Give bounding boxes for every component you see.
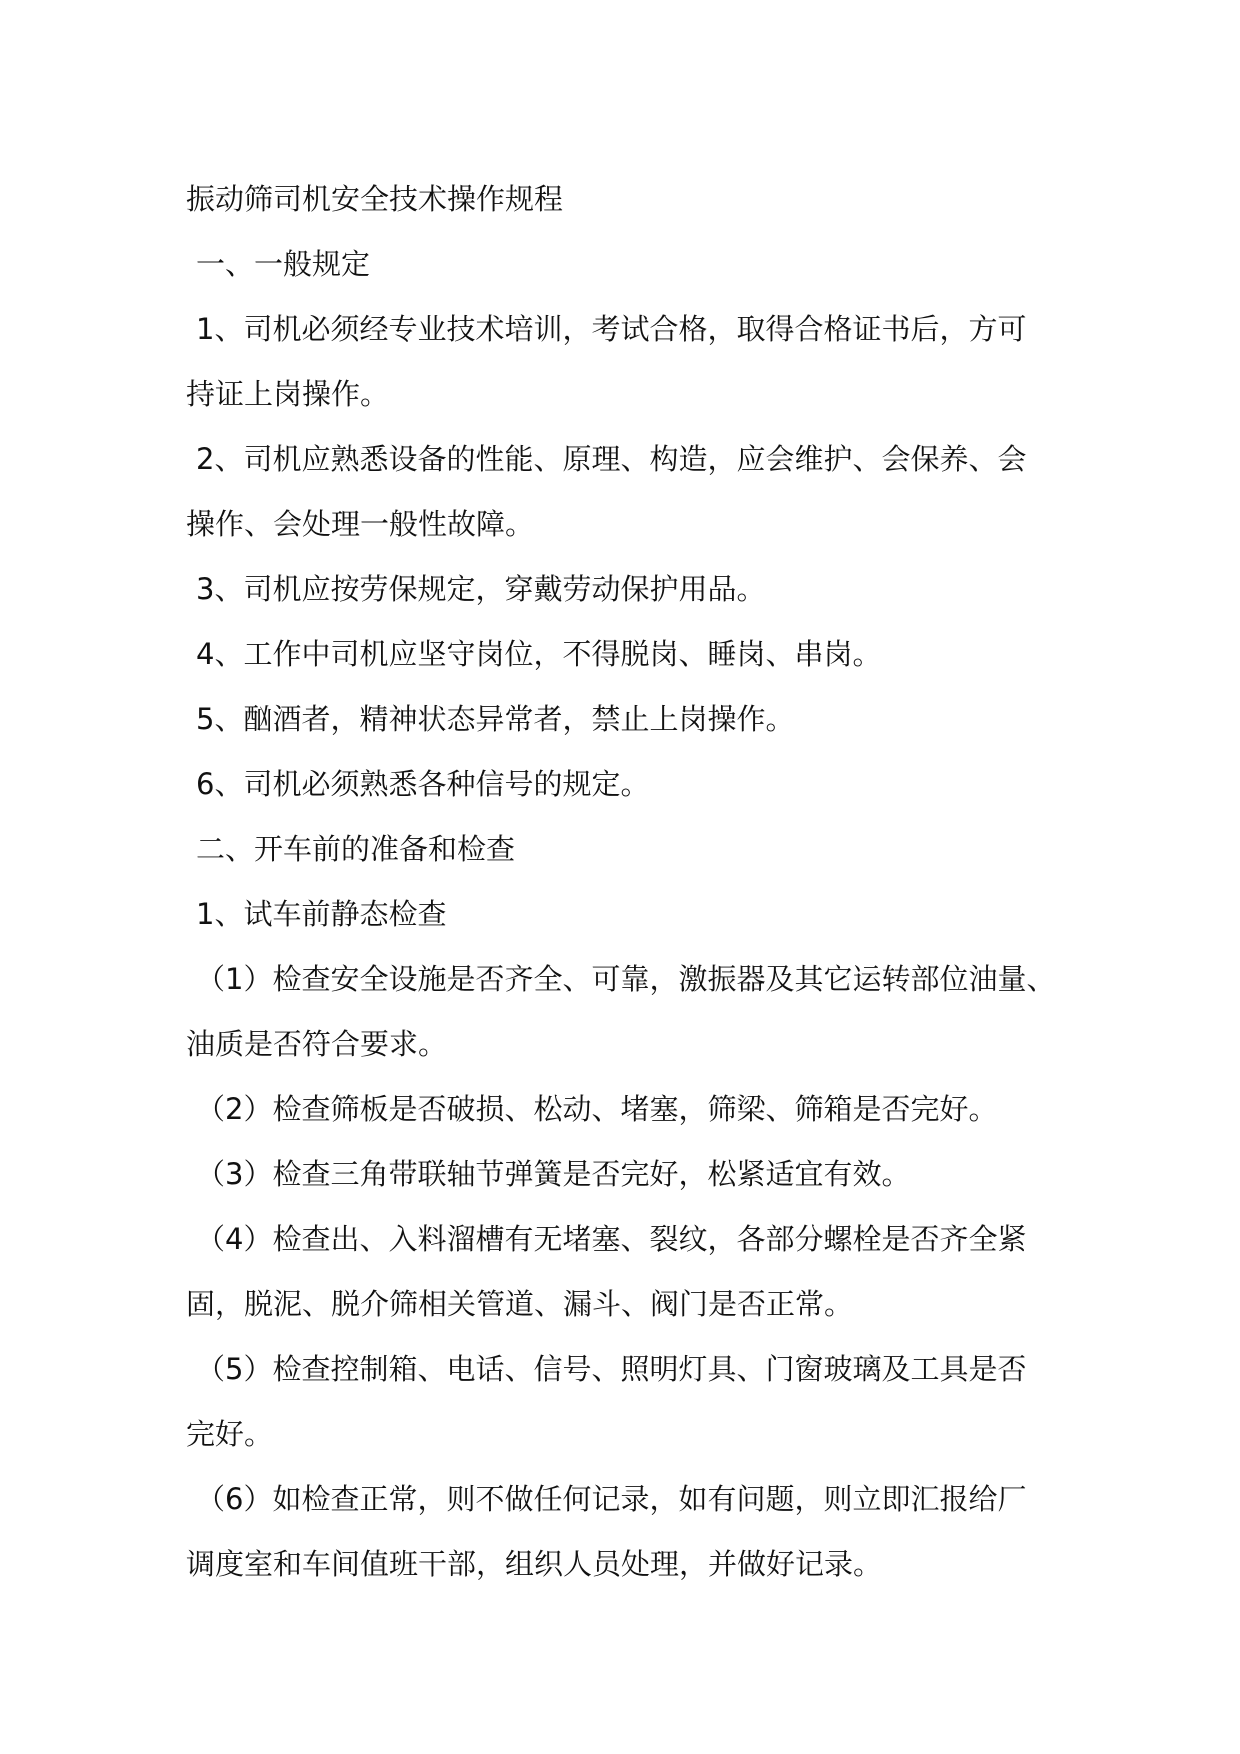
rule-1-line-1: 1、司机必须经专业技术培训，考试合格，取得合格证书后，方可 bbox=[196, 312, 1027, 346]
check-5-line-1: （5）检查控制箱、电话、信号、照明灯具、门窗玻璃及工具是否 bbox=[196, 1352, 1027, 1386]
check-3: （3）检查三角带联轴节弹簧是否完好，松紧适宜有效。 bbox=[196, 1157, 911, 1191]
section-heading-preparation: 二、开车前的准备和检查 bbox=[196, 832, 516, 866]
subsection-static-check: 1、试车前静态检查 bbox=[196, 897, 447, 931]
check-1-line-2: 油质是否符合要求。 bbox=[186, 1027, 448, 1061]
check-6-line-2: 调度室和车间值班干部，组织人员处理，并做好记录。 bbox=[186, 1547, 883, 1581]
check-2: （2）检查筛板是否破损、松动、堵塞，筛梁、筛箱是否完好。 bbox=[196, 1092, 998, 1126]
check-4-line-2: 固，脱泥、脱介筛相关管道、漏斗、阀门是否正常。 bbox=[186, 1287, 854, 1321]
rule-3: 3、司机应按劳保规定，穿戴劳动保护用品。 bbox=[196, 572, 766, 606]
check-1-line-1: （1）检查安全设施是否齐全、可靠，激振器及其它运转部位油量、 bbox=[196, 962, 1056, 996]
document-title: 振动筛司机安全技术操作规程 bbox=[186, 182, 564, 216]
section-heading-general: 一、一般规定 bbox=[196, 247, 371, 281]
rule-2-line-2: 操作、会处理一般性故障。 bbox=[186, 507, 535, 541]
check-5-line-2: 完好。 bbox=[186, 1417, 274, 1451]
rule-4: 4、工作中司机应坚守岗位，不得脱岗、睡岗、串岗。 bbox=[196, 637, 882, 671]
check-4-line-1: （4）检查出、入料溜槽有无堵塞、裂纹，各部分螺栓是否齐全紧 bbox=[196, 1222, 1027, 1256]
rule-6: 6、司机必须熟悉各种信号的规定。 bbox=[196, 767, 650, 801]
rule-2-line-1: 2、司机应熟悉设备的性能、原理、构造，应会维护、会保养、会 bbox=[196, 442, 1027, 476]
rule-5: 5、酗酒者，精神状态异常者，禁止上岗操作。 bbox=[196, 702, 795, 736]
rule-1-line-2: 持证上岗操作。 bbox=[186, 377, 390, 411]
document-body bbox=[186, 167, 1066, 1597]
check-6-line-1: （6）如检查正常，则不做任何记录，如有问题，则立即汇报给厂 bbox=[196, 1482, 1027, 1516]
